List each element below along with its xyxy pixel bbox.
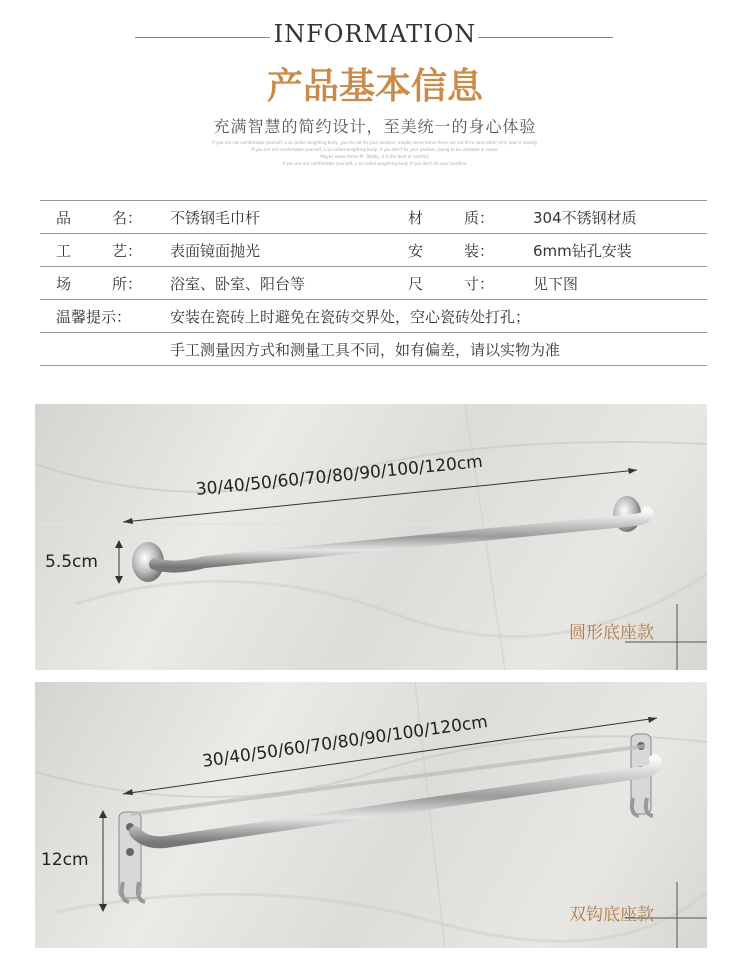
- row-label: [40, 234, 170, 267]
- table-row: [40, 300, 707, 333]
- row-label: [40, 267, 170, 300]
- height-label: 12cm: [41, 850, 89, 870]
- tip-text-2: 手工测量因方式和测量工具不同，如有偏差，请以实物为准: [170, 333, 707, 366]
- header-en-title: INFORMATION: [273, 20, 477, 48]
- table-row: [40, 333, 707, 366]
- row-label: [408, 234, 533, 267]
- towel-bar: [155, 512, 647, 567]
- row-value: 6mm钻孔安装: [533, 234, 707, 267]
- empty-cell: [40, 333, 170, 366]
- label-char: 名：: [111, 208, 142, 227]
- row-value: 304不锈钢材质: [533, 201, 707, 234]
- product-photo-hook-base: [35, 682, 707, 948]
- label-char: 尺: [408, 274, 424, 293]
- label-char: 场: [56, 274, 72, 293]
- row-label: [408, 201, 533, 234]
- height-label: 5.5cm: [45, 552, 98, 572]
- label-char: 质：: [463, 208, 494, 227]
- label-char: 安: [408, 241, 424, 260]
- row-value: 不锈钢毛巾杆: [170, 201, 408, 234]
- fine-print-2: If you are not comfortable yourself, a so called weighting body, if you don't fix your position, being to be unstable or move.: [251, 147, 499, 152]
- label-char: 品: [56, 208, 72, 227]
- label-char: 寸：: [463, 274, 494, 293]
- fine-print-4: If you are not comfortable yourself, a so called weighting body. If you don't fix your position.: [282, 161, 468, 166]
- tip-text-1: 安装在瓷砖上时避免在瓷砖交界处，空心瓷砖处打孔；: [170, 300, 707, 333]
- page-title: 产品基本信息: [266, 66, 483, 107]
- length-label: 30/40/50/60/70/80/90/100/120cm: [195, 451, 484, 500]
- label-char: 所：: [111, 274, 142, 293]
- page-subtitle: 充满智慧的简约设计，至美统一的身心体验: [213, 117, 537, 136]
- table-row: [40, 267, 707, 300]
- info-table: [40, 200, 707, 366]
- row-label: [408, 267, 533, 300]
- row-label: [40, 201, 170, 234]
- table-row: [40, 234, 707, 267]
- row-value: 表面镜面抛光: [170, 234, 408, 267]
- label-char: 艺：: [111, 241, 142, 260]
- label-char: 材: [408, 208, 424, 227]
- product-photo-round-base: [35, 404, 707, 670]
- length-label: 30/40/50/60/70/80/90/100/120cm: [201, 711, 490, 772]
- row-value: 浴室、卧室、阳台等: [170, 267, 408, 300]
- model-tag-hook: 双钩底座款: [569, 905, 654, 925]
- label-char: 装：: [463, 241, 494, 260]
- row-value: 见下图: [533, 267, 707, 300]
- tip-label: 温馨提示：: [40, 300, 170, 333]
- fine-print-1: If you are not comfortable yourself, a so called weighting body, you do not fix your position, maybe some items there are not fit to each other of it, now is exactly.: [212, 140, 538, 145]
- table-row: [40, 201, 707, 234]
- fine-print-3: Maybe some items fit. Totally, it is the best of comfort.: [320, 154, 430, 159]
- label-char: 工: [56, 241, 72, 260]
- model-tag-round: 圆形底座款: [569, 623, 654, 643]
